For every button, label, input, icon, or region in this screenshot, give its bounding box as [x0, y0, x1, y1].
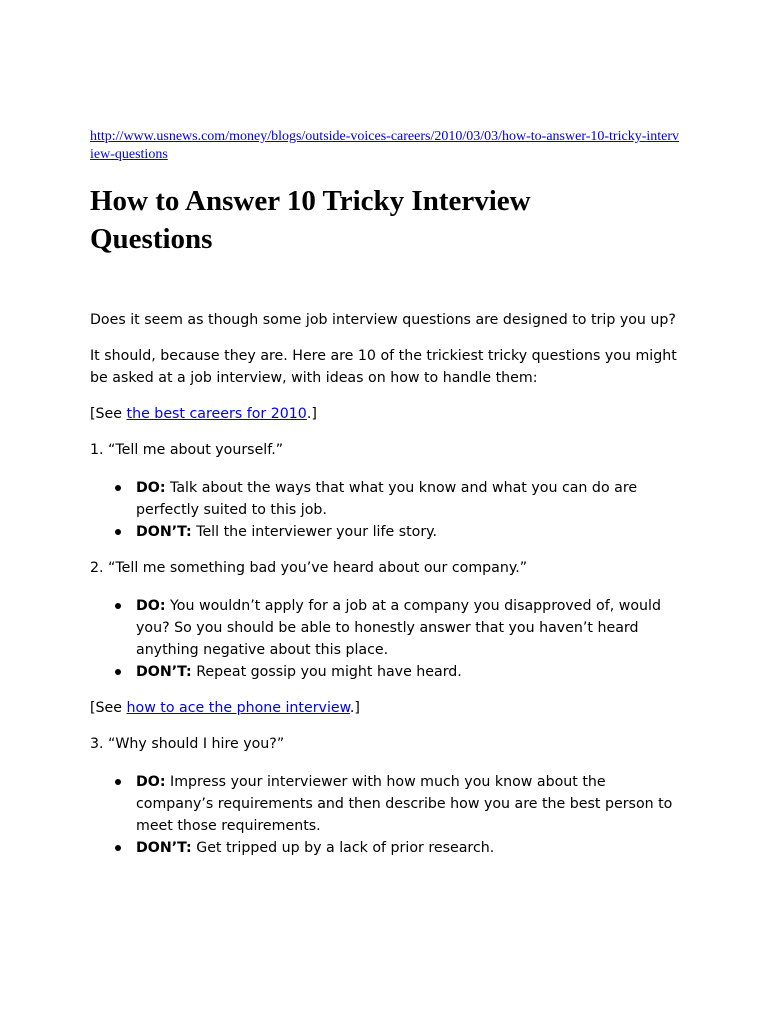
dont-bullet: [136, 661, 680, 683]
dont-label: DON’T:: [136, 664, 192, 680]
do-bullet: [136, 771, 680, 837]
dont-text: Repeat gossip you might have heard.: [191, 664, 462, 680]
dont-bullet: [136, 837, 680, 859]
dont-label: DON’T:: [136, 840, 192, 856]
dont-bullet: [136, 521, 680, 543]
question-heading: 1. “Tell me about yourself.”: [90, 442, 284, 458]
dont-text: Tell the interviewer your life story.: [191, 524, 438, 540]
article-body: [90, 309, 680, 859]
dont-text: Get tripped up by a lack of prior research.: [191, 840, 495, 856]
do-bullet: [136, 477, 680, 521]
question-answer-list: [90, 771, 680, 859]
see-also-line: [90, 697, 680, 719]
do-label: DO:: [136, 598, 166, 614]
document-page: [90, 128, 680, 859]
question-heading: 3. “Why should I hire you?”: [90, 736, 285, 752]
phone-interview-link[interactable]: how to ace the phone interview: [126, 700, 350, 716]
question-heading: 2. “Tell me something bad you’ve heard about our company.”: [90, 560, 528, 576]
see-prefix: [See: [90, 406, 127, 422]
do-text: Talk about the ways that what you know and what you can do are perfectly suited to this job.: [136, 480, 638, 518]
do-label: DO:: [136, 774, 166, 790]
dont-label: DON’T:: [136, 524, 192, 540]
see-prefix: [See: [90, 700, 127, 716]
do-bullet: [136, 595, 680, 661]
do-label: DO:: [136, 480, 166, 496]
question-answer-list: [90, 595, 680, 683]
do-text: Impress your interviewer with how much you know about the company’s requirements and then describe how you are the best person to meet those requirements.: [136, 774, 673, 834]
see-suffix: .]: [306, 406, 317, 422]
best-careers-link[interactable]: the best careers for 2010: [126, 406, 307, 422]
question-answer-list: [90, 477, 680, 543]
article-title: How to Answer 10 Tricky Interview Questions: [90, 185, 531, 255]
do-text: You wouldn’t apply for a job at a company you disapproved of, would you? So you should be able to honestly answer that you haven’t heard anything negative about this place.: [136, 598, 661, 658]
see-suffix: .]: [349, 700, 360, 716]
intro-paragraph: It should, because they are. Here are 10 of the trickiest tricky questions you might be asked at a job interview, with ideas on how to handle them:: [90, 348, 677, 386]
source-url-link[interactable]: http://www.usnews.com/money/blogs/outside-voices-careers/2010/03/03/how-to-answer-10-tricky-interview-questions: [90, 129, 680, 162]
intro-paragraph: Does it seem as though some job interview questions are designed to trip you up?: [90, 312, 676, 328]
see-also-line: [90, 403, 680, 425]
